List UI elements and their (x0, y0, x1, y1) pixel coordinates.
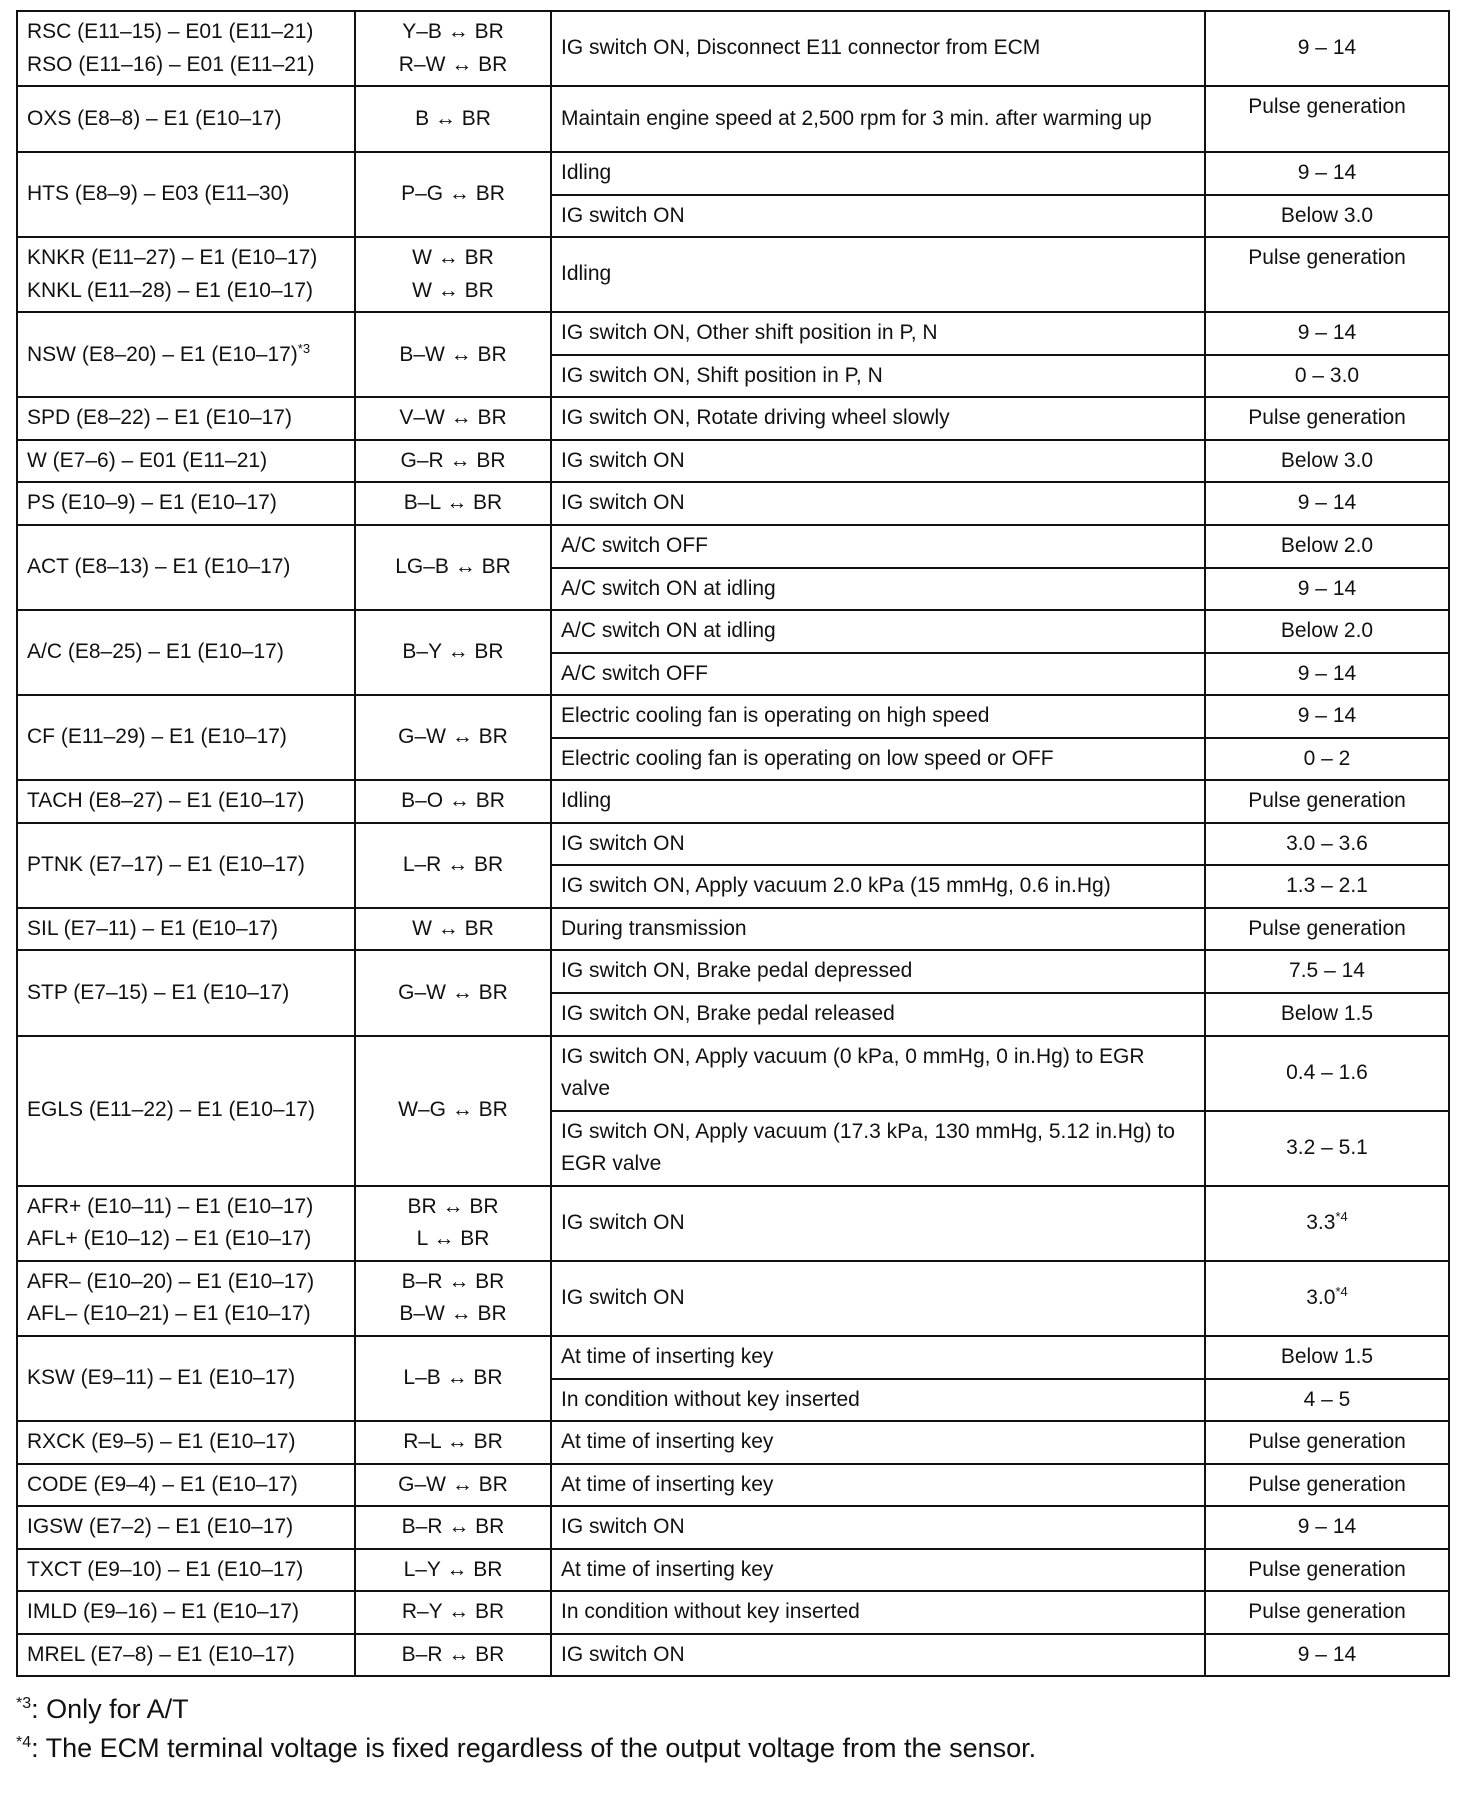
condition-text: In condition without key inserted (561, 1387, 860, 1411)
standard-voltage: Below 3.0 (1280, 203, 1374, 227)
terminal-cell (17, 780, 355, 823)
table-row (17, 525, 1449, 568)
wiring-color: B–O ↔ BR (401, 789, 505, 813)
wiring-color-cell (355, 525, 551, 610)
condition-text: IG switch ON, Brake pedal released (561, 1002, 895, 1026)
footnote-ref: *4 (1335, 1209, 1348, 1225)
standard-voltage: Below 2.0 (1280, 534, 1374, 558)
condition-text: During transmission (561, 916, 747, 940)
wiring-color: G–W ↔ BR (398, 1472, 508, 1496)
terminal-label: RSC (E11–15) – E01 (E11–21) (27, 20, 314, 43)
wiring-color-cell (355, 780, 551, 823)
terminal-cell (17, 1421, 355, 1464)
terminal-cell (17, 823, 355, 908)
standard-voltage: Pulse generation (1248, 406, 1406, 430)
wiring-color-cell (355, 908, 551, 951)
terminal-cell (17, 610, 355, 695)
terminal-label: CODE (E9–4) – E1 (E10–17) (27, 1472, 298, 1496)
condition-cell (551, 1634, 1205, 1677)
condition-text: Idling (561, 161, 612, 185)
wiring-color: R–L ↔ BR (403, 1430, 503, 1454)
condition-text: IG switch ON (561, 1286, 685, 1310)
terminal-cell (17, 950, 355, 1035)
standard-voltage-cell (1205, 1336, 1449, 1379)
terminal-label: RXCK (E9–5) – E1 (E10–17) (27, 1430, 296, 1454)
standard-voltage-cell (1205, 440, 1449, 483)
table-row (17, 823, 1449, 866)
terminal-label: KNKL (E11–28) – E1 (E10–17) (27, 278, 314, 302)
standard-voltage: 3.0 (1306, 1286, 1336, 1310)
condition-cell (551, 312, 1205, 355)
terminal-label: HTS (E8–9) – E03 (E11–30) (27, 182, 290, 206)
condition-cell (551, 1549, 1205, 1592)
terminal-label: ACT (E8–13) – E1 (E10–17) (27, 555, 291, 579)
wiring-color: W–G ↔ BR (398, 1098, 508, 1122)
wiring-color: B–W ↔ BR (399, 342, 507, 366)
condition-cell (551, 1421, 1205, 1464)
terminal-cell (17, 1261, 355, 1336)
wiring-color-cell (355, 1261, 551, 1336)
standard-voltage: 7.5 – 14 (1289, 959, 1365, 983)
condition-text: Electric cooling fan is operating on low speed or OFF (561, 746, 1054, 770)
condition-text: IG switch ON, Disconnect E11 connector from ECM (561, 36, 1041, 60)
wiring-color-cell (355, 695, 551, 780)
wiring-color: V–W ↔ BR (399, 406, 507, 430)
condition-cell (551, 865, 1205, 908)
standard-voltage: 0 – 3.0 (1294, 363, 1360, 387)
condition-cell (551, 950, 1205, 993)
condition-cell (551, 1186, 1205, 1261)
wiring-color: BR ↔ BR (407, 1194, 499, 1218)
terminal-label: PTNK (E7–17) – E1 (E10–17) (27, 853, 305, 877)
terminal-label: AFL– (E10–21) – E1 (E10–17) (27, 1302, 311, 1326)
footnote-3 (16, 1690, 1448, 1729)
standard-voltage-cell (1205, 1506, 1449, 1549)
wiring-color: L ↔ BR (416, 1227, 490, 1251)
condition-text: IG switch ON, Apply vacuum (0 kPa, 0 mmHg, 0 in.Hg) to EGR valve (561, 1044, 1145, 1101)
condition-cell (551, 823, 1205, 866)
condition-text: IG switch ON (561, 448, 685, 472)
wiring-color: B–L ↔ BR (403, 491, 503, 515)
wiring-color-cell (355, 1506, 551, 1549)
terminal-cell (17, 312, 355, 397)
condition-text: IG switch ON, Brake pedal depressed (561, 959, 913, 983)
standard-voltage-cell (1205, 1186, 1449, 1261)
terminal-label: NSW (E8–20) – E1 (E10–17) (27, 342, 298, 366)
condition-text: Idling (561, 789, 612, 813)
wiring-color-cell (355, 11, 551, 86)
condition-text: IG switch ON (561, 1642, 685, 1666)
wiring-color: P–G ↔ BR (401, 182, 505, 206)
standard-voltage-cell (1205, 11, 1449, 86)
standard-voltage: 9 – 14 (1297, 36, 1357, 60)
terminal-cell (17, 695, 355, 780)
standard-voltage: Pulse generation (1248, 1600, 1406, 1624)
standard-voltage-cell (1205, 482, 1449, 525)
terminal-cell (17, 86, 355, 152)
footnote-ref: *3 (297, 340, 311, 356)
condition-cell (551, 1464, 1205, 1507)
standard-voltage-cell (1205, 397, 1449, 440)
standard-voltage-cell (1205, 1261, 1449, 1336)
condition-text: IG switch ON (561, 203, 685, 227)
footnotes (16, 1690, 1448, 1768)
standard-voltage-cell (1205, 312, 1449, 355)
condition-cell (551, 610, 1205, 653)
condition-text: IG switch ON, Shift position in P, N (561, 363, 883, 387)
terminal-cell (17, 1591, 355, 1634)
standard-voltage: 9 – 14 (1297, 1515, 1357, 1539)
condition-text: IG switch ON, Rotate driving wheel slowly (561, 406, 950, 430)
wiring-color-cell (355, 1036, 551, 1186)
condition-text: At time of inserting key (561, 1430, 774, 1454)
wiring-color: Y–B ↔ BR (402, 20, 504, 43)
terminal-cell (17, 482, 355, 525)
standard-voltage-cell (1205, 1036, 1449, 1111)
terminal-label: W (E7–6) – E01 (E11–21) (27, 448, 268, 472)
condition-text: IG switch ON, Apply vacuum 2.0 kPa (15 mmHg, 0.6 in.Hg) (561, 874, 1111, 898)
wiring-color: W ↔ BR (412, 916, 494, 940)
standard-voltage-cell (1205, 653, 1449, 696)
terminal-cell (17, 1336, 355, 1421)
wiring-color-cell (355, 440, 551, 483)
standard-voltage-cell (1205, 908, 1449, 951)
condition-cell (551, 1379, 1205, 1422)
standard-voltage: 3.3 (1306, 1211, 1336, 1235)
terminal-label: MREL (E7–8) – E1 (E10–17) (27, 1642, 295, 1666)
standard-voltage: Below 1.5 (1280, 1344, 1374, 1368)
standard-voltage: 0 – 2 (1303, 746, 1351, 770)
wiring-color: B–W ↔ BR (399, 1302, 507, 1326)
wiring-color-cell (355, 312, 551, 397)
standard-voltage-cell (1205, 950, 1449, 993)
wiring-color-cell (355, 86, 551, 152)
terminal-cell (17, 1549, 355, 1592)
condition-cell (551, 1111, 1205, 1186)
wiring-color-cell (355, 1421, 551, 1464)
standard-voltage-cell (1205, 865, 1449, 908)
standard-voltage-cell (1205, 86, 1449, 152)
standard-voltage-cell (1205, 1591, 1449, 1634)
condition-text: IG switch ON (561, 1515, 685, 1539)
condition-cell (551, 780, 1205, 823)
condition-text: Electric cooling fan is operating on high speed (561, 704, 990, 728)
terminal-label: SIL (E7–11) – E1 (E10–17) (27, 916, 278, 940)
standard-voltage-cell (1205, 823, 1449, 866)
condition-cell (551, 86, 1205, 152)
ecm-terminal-spec-table (16, 10, 1450, 1677)
table-row (17, 610, 1449, 653)
standard-voltage-cell (1205, 1379, 1449, 1422)
standard-voltage: 3.0 – 3.6 (1286, 831, 1368, 855)
footnote-ref: *4 (1335, 1284, 1348, 1300)
terminal-cell (17, 237, 355, 312)
wiring-color: B–R ↔ BR (401, 1515, 505, 1539)
terminal-label: AFR+ (E10–11) – E1 (E10–17) (27, 1194, 314, 1218)
wiring-color-cell (355, 950, 551, 1035)
terminal-cell (17, 1186, 355, 1261)
wiring-color: R–W ↔ BR (398, 52, 508, 76)
standard-voltage: Pulse generation (1248, 916, 1406, 940)
terminal-label: SPD (E8–22) – E1 (E10–17) (27, 406, 292, 430)
standard-voltage: Pulse generation (1248, 1557, 1406, 1581)
terminal-cell (17, 1506, 355, 1549)
terminal-label: A/C (E8–25) – E1 (E10–17) (27, 640, 284, 664)
wiring-color: L–B ↔ BR (403, 1366, 503, 1390)
condition-cell (551, 653, 1205, 696)
footnote-4 (16, 1729, 1448, 1768)
terminal-cell (17, 152, 355, 237)
standard-voltage: Pulse generation (1248, 1430, 1406, 1454)
footnote-text: : Only for A/T (31, 1694, 189, 1724)
condition-text: Maintain engine speed at 2,500 rpm for 3 min. after warming up (561, 106, 1152, 130)
standard-voltage-cell (1205, 195, 1449, 238)
condition-cell (551, 11, 1205, 86)
standard-voltage: 9 – 14 (1297, 161, 1357, 185)
spec-table-body (17, 11, 1449, 1676)
condition-cell (551, 1036, 1205, 1111)
table-row (17, 950, 1449, 993)
condition-cell (551, 1506, 1205, 1549)
footnote-text: : The ECM terminal voltage is fixed regardless of the output voltage from the sensor. (31, 1733, 1037, 1764)
table-row (17, 695, 1449, 738)
condition-cell (551, 568, 1205, 611)
standard-voltage: 4 – 5 (1303, 1387, 1351, 1411)
standard-voltage-cell (1205, 610, 1449, 653)
wiring-color: L–R ↔ BR (402, 853, 504, 877)
condition-cell (551, 397, 1205, 440)
table-row (17, 397, 1449, 440)
standard-voltage-cell (1205, 152, 1449, 195)
condition-cell (551, 440, 1205, 483)
terminal-cell (17, 1634, 355, 1677)
wiring-color-cell (355, 397, 551, 440)
table-row (17, 1591, 1449, 1634)
terminal-label: AFR– (E10–20) – E1 (E10–17) (27, 1269, 315, 1293)
terminal-cell (17, 525, 355, 610)
wiring-color: G–R ↔ BR (400, 448, 506, 472)
standard-voltage-cell (1205, 738, 1449, 781)
condition-text: Idling (561, 262, 612, 286)
condition-text: IG switch ON (561, 491, 685, 515)
condition-cell (551, 1261, 1205, 1336)
condition-text: At time of inserting key (561, 1344, 774, 1368)
standard-voltage-cell (1205, 568, 1449, 611)
condition-text: In condition without key inserted (561, 1600, 860, 1624)
standard-voltage: Below 2.0 (1280, 619, 1374, 643)
standard-voltage: 9 – 14 (1297, 491, 1357, 515)
condition-text: A/C switch ON at idling (561, 576, 776, 600)
wiring-color-cell (355, 1591, 551, 1634)
terminal-label: TXCT (E9–10) – E1 (E10–17) (27, 1557, 304, 1581)
table-row (17, 152, 1449, 195)
condition-cell (551, 695, 1205, 738)
standard-voltage: 9 – 14 (1297, 661, 1357, 685)
terminal-cell (17, 1036, 355, 1186)
terminal-cell (17, 440, 355, 483)
table-row (17, 1549, 1449, 1592)
standard-voltage-cell (1205, 355, 1449, 398)
standard-voltage-cell (1205, 1111, 1449, 1186)
terminal-label: KSW (E9–11) – E1 (E10–17) (27, 1366, 296, 1390)
standard-voltage-cell (1205, 993, 1449, 1036)
standard-voltage-cell (1205, 1421, 1449, 1464)
wiring-color-cell (355, 610, 551, 695)
condition-cell (551, 738, 1205, 781)
standard-voltage: 9 – 14 (1297, 576, 1357, 600)
wiring-color-cell (355, 1464, 551, 1507)
table-row (17, 11, 1449, 86)
condition-cell (551, 1591, 1205, 1634)
wiring-color-cell (355, 823, 551, 908)
standard-voltage: 1.3 – 2.1 (1286, 874, 1368, 898)
table-row (17, 1421, 1449, 1464)
wiring-color-cell (355, 1549, 551, 1592)
table-row (17, 440, 1449, 483)
wiring-color: W ↔ BR (412, 246, 494, 270)
wiring-color: B–R ↔ BR (401, 1642, 505, 1666)
wiring-color-cell (355, 1634, 551, 1677)
wiring-color: B ↔ BR (415, 106, 491, 130)
condition-cell (551, 993, 1205, 1036)
table-row (17, 1464, 1449, 1507)
terminal-label: RSO (E11–16) – E01 (E11–21) (27, 52, 315, 76)
table-row (17, 1634, 1449, 1677)
standard-voltage: 9 – 14 (1297, 321, 1357, 345)
condition-text: IG switch ON (561, 1211, 685, 1235)
standard-voltage-cell (1205, 525, 1449, 568)
terminal-label: IMLD (E9–16) – E1 (E10–17) (27, 1600, 299, 1624)
terminal-label: STP (E7–15) – E1 (E10–17) (27, 980, 290, 1004)
wiring-color: B–R ↔ BR (401, 1269, 505, 1293)
table-row (17, 908, 1449, 951)
condition-text: At time of inserting key (561, 1472, 774, 1496)
terminal-label: PS (E10–9) – E1 (E10–17) (27, 491, 277, 515)
standard-voltage: 9 – 14 (1297, 1642, 1357, 1666)
table-row (17, 312, 1449, 355)
wiring-color: G–W ↔ BR (398, 725, 508, 749)
table-row (17, 1186, 1449, 1261)
table-row (17, 237, 1449, 312)
standard-voltage: 0.4 – 1.6 (1286, 1060, 1368, 1084)
wiring-color: W ↔ BR (412, 278, 494, 302)
standard-voltage-cell (1205, 695, 1449, 738)
table-row (17, 1336, 1449, 1379)
standard-voltage: Pulse generation (1248, 246, 1406, 270)
footnote-mark: *4 (16, 1734, 32, 1752)
terminal-label: EGLS (E11–22) – E1 (E10–17) (27, 1098, 315, 1122)
standard-voltage-cell (1205, 237, 1449, 312)
wiring-color: B–Y ↔ BR (402, 640, 504, 664)
wiring-color-cell (355, 1336, 551, 1421)
standard-voltage-cell (1205, 1549, 1449, 1592)
wiring-color-cell (355, 1186, 551, 1261)
table-row (17, 1036, 1449, 1111)
terminal-label: KNKR (E11–27) – E1 (E10–17) (27, 246, 318, 270)
condition-cell (551, 195, 1205, 238)
condition-cell (551, 908, 1205, 951)
condition-text: IG switch ON, Other shift position in P, N (561, 321, 938, 345)
condition-text: A/C switch OFF (561, 661, 709, 685)
standard-voltage: 3.2 – 5.1 (1286, 1135, 1368, 1159)
condition-cell (551, 1336, 1205, 1379)
terminal-cell (17, 397, 355, 440)
terminal-label: OXS (E8–8) – E1 (E10–17) (27, 106, 282, 130)
standard-voltage: Pulse generation (1248, 95, 1406, 119)
wiring-color: R–Y ↔ BR (401, 1600, 505, 1624)
terminal-label: IGSW (E7–2) – E1 (E10–17) (27, 1515, 294, 1539)
terminal-label: TACH (E8–27) – E1 (E10–17) (27, 789, 305, 813)
condition-text: IG switch ON (561, 831, 685, 855)
wiring-color-cell (355, 482, 551, 525)
standard-voltage: Below 1.5 (1280, 1002, 1374, 1026)
terminal-label: AFL+ (E10–12) – E1 (E10–17) (27, 1227, 312, 1251)
terminal-cell (17, 908, 355, 951)
standard-voltage: 9 – 14 (1297, 704, 1357, 728)
condition-text: A/C switch ON at idling (561, 619, 776, 643)
terminal-cell (17, 1464, 355, 1507)
standard-voltage-cell (1205, 1634, 1449, 1677)
condition-cell (551, 482, 1205, 525)
table-row (17, 1506, 1449, 1549)
standard-voltage: Pulse generation (1248, 1472, 1406, 1496)
condition-text: A/C switch OFF (561, 534, 709, 558)
table-row (17, 86, 1449, 152)
table-row (17, 780, 1449, 823)
footnote-mark: *3 (16, 1695, 32, 1712)
standard-voltage: Below 3.0 (1280, 448, 1374, 472)
terminal-cell (17, 11, 355, 86)
condition-text: At time of inserting key (561, 1557, 774, 1581)
condition-text: IG switch ON, Apply vacuum (17.3 kPa, 130 mmHg, 5.12 in.Hg) to EGR valve (561, 1119, 1175, 1176)
standard-voltage-cell (1205, 1464, 1449, 1507)
condition-cell (551, 525, 1205, 568)
condition-cell (551, 152, 1205, 195)
table-row (17, 1261, 1449, 1336)
standard-voltage-cell (1205, 780, 1449, 823)
standard-voltage: Pulse generation (1248, 789, 1406, 813)
wiring-color-cell (355, 152, 551, 237)
terminal-label: CF (E11–29) – E1 (E10–17) (27, 725, 287, 749)
wiring-color-cell (355, 237, 551, 312)
wiring-color: LG–B ↔ BR (395, 555, 511, 579)
condition-cell (551, 237, 1205, 312)
wiring-color: G–W ↔ BR (398, 980, 508, 1004)
condition-cell (551, 355, 1205, 398)
table-row (17, 482, 1449, 525)
wiring-color: L–Y ↔ BR (403, 1557, 503, 1581)
